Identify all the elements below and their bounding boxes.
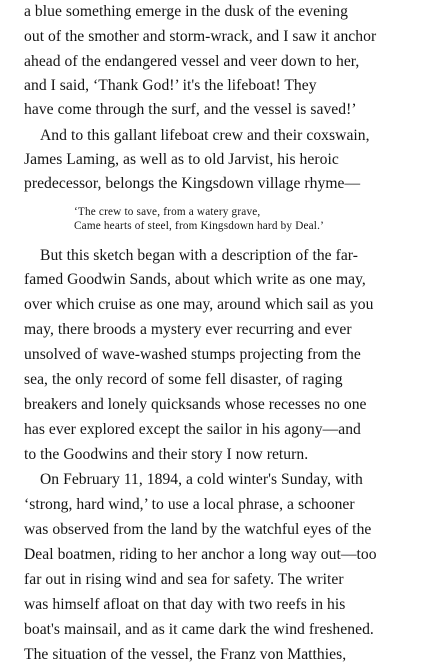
text-line: And to this gallant lifeboat crew and their coxswain,	[40, 127, 370, 144]
text-line: to the Goodwins and their story I now return.	[24, 446, 309, 463]
text-line: predecessor, belongs the Kingsdown village rhyme—	[24, 175, 361, 192]
text-line: sea, the only record of some fell disaster, of raging	[24, 371, 343, 388]
text-line: over which cruise as one may, around which sail as you	[24, 296, 374, 313]
text-line: unsolved of wave-washed stumps projecting from the	[24, 346, 361, 363]
text-line: famed Goodwin Sands, about which write as one may,	[24, 271, 366, 288]
text-line: out of the smother and storm-wrack, and I saw it anchor	[24, 28, 377, 45]
text-line: ‘strong, hard wind,’ to use a local phrase, a schooner	[24, 496, 355, 513]
text-line: may, there broods a mystery ever recurring and ever	[24, 321, 352, 338]
verse-line: ‘The crew to save, from a watery grave,	[74, 206, 261, 218]
text-line: The situation of the vessel, the Franz von Matthies,	[24, 646, 347, 663]
text-line: was observed from the land by the watchful eyes of the	[24, 521, 372, 538]
text-line: On February 11, 1894, a cold winter's Sunday, with	[40, 471, 363, 488]
verse-line: Came hearts of steel, from Kingsdown hard by Deal.’	[74, 220, 325, 232]
text-line: a blue something emerge in the dusk of the evening	[24, 3, 348, 20]
text-line: James Laming, as well as to old Jarvist, his heroic	[24, 151, 339, 168]
text-line: was himself afloat on that day with two reefs in his	[24, 596, 346, 613]
text-line: Deal boatmen, riding to her anchor a long way out—too	[24, 546, 377, 563]
text-line: But this sketch began with a description of the far-	[40, 247, 358, 264]
text-line: far out in rising wind and sea for safety. The writer	[24, 571, 344, 588]
text-line: has ever explored except the sailor in his agony—and	[24, 421, 361, 438]
text-line: boat's mainsail, and as it came dark the wind freshened.	[24, 621, 374, 638]
text-line: have come through the surf, and the vessel is saved!’	[24, 101, 357, 118]
text-line: ahead of the endangered vessel and veer down to her,	[24, 53, 360, 70]
text-line: and I said, ‘Thank God!’ it's the lifeboat! They	[24, 77, 317, 94]
text-line: breakers and lonely quicksands whose recesses no one	[24, 396, 367, 413]
